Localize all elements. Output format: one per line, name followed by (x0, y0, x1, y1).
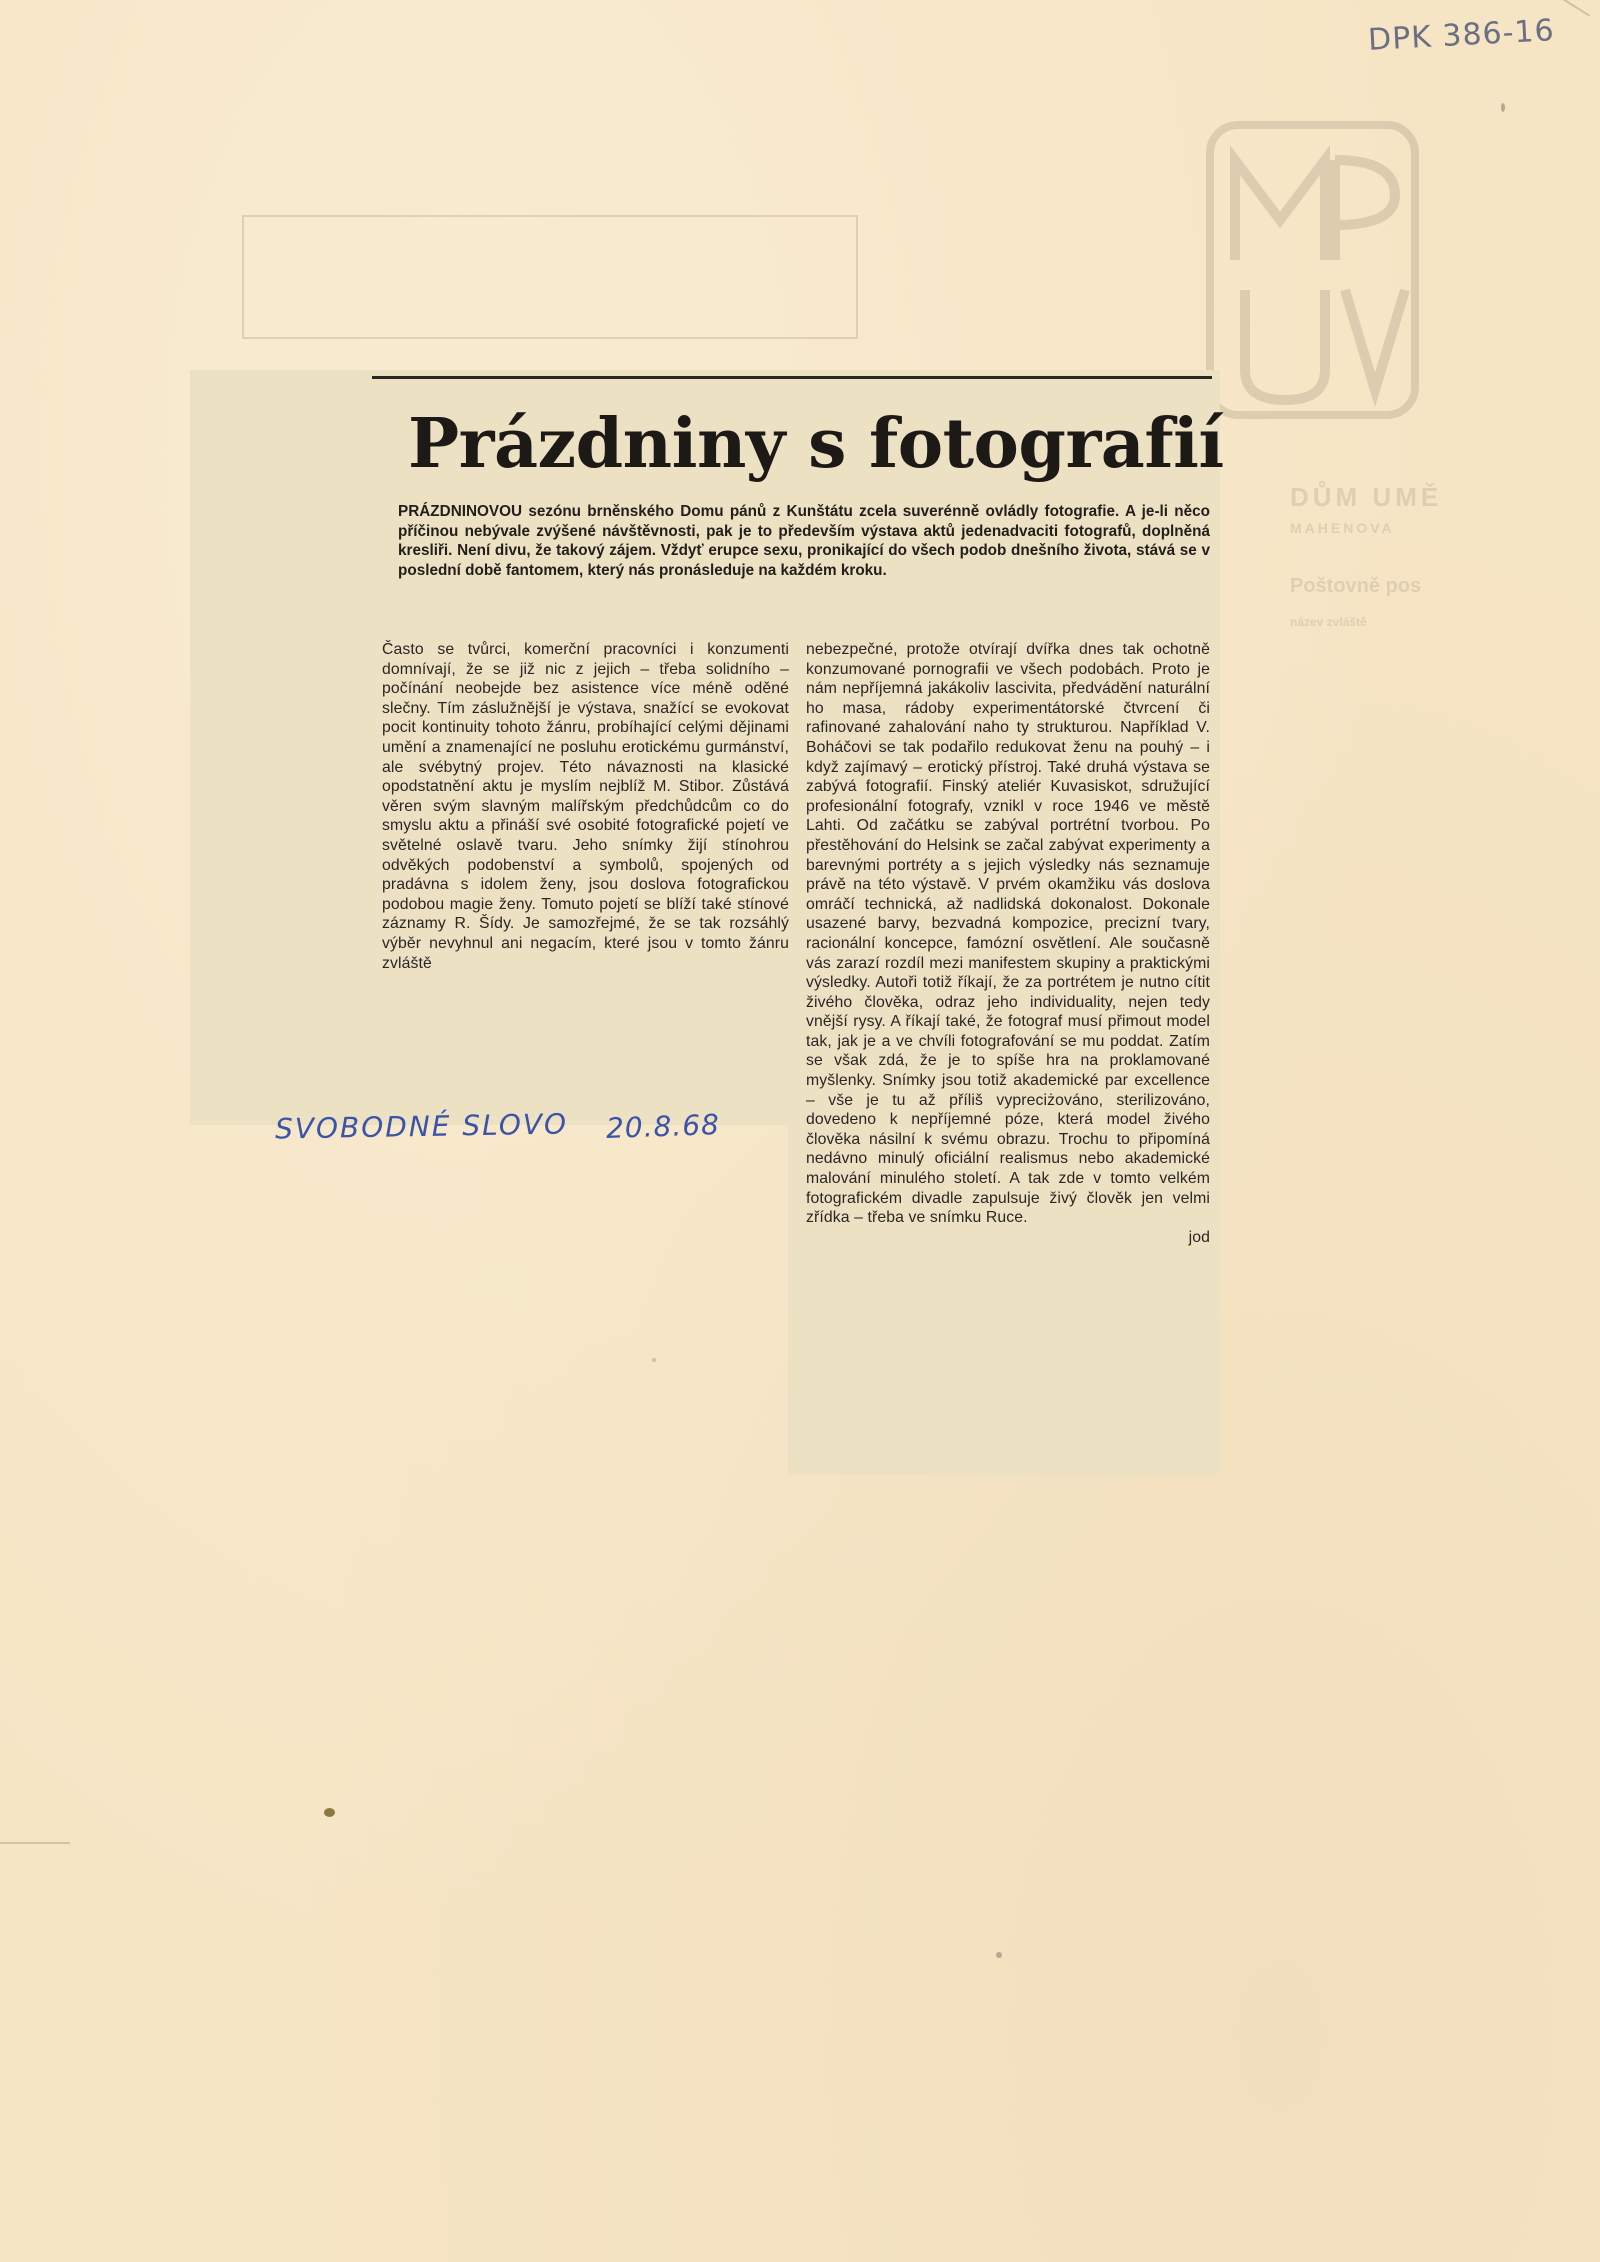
article-headline: Prázdniny s fotografií (408, 404, 1224, 484)
paper-edge-mark (0, 1842, 70, 1844)
faded-stamp-text: Poštovně pos (1290, 575, 1422, 597)
faded-stamp-text: DŮM UMĚ (1290, 482, 1443, 512)
paper-speck (996, 1952, 1002, 1958)
archive-reference-note: DPK 386-16 (1367, 13, 1556, 58)
clipping-top-rule (372, 376, 1212, 379)
faded-stamp-logo (1205, 120, 1420, 420)
handwritten-date: 20.8.68 (605, 1108, 721, 1145)
article-column-right-block (806, 640, 1210, 1247)
article-column-left: Často se tvůrci, komerční pracovníci i konzumenti domnívají, že se již nic z jejich – třeba solidního – počínání neobejde bez asistence více méně oděné slečny. Tím záslužnější je výstava, snažící se evokovat pocit kontinuity tohoto žánru, probíhající celými dějinami umění a znamenající ne posluhu erotickému gurmánství, ale svébytný projev. Této návaznosti na klasické opodstatnění aktu je myslím nejblíž M. Stibor. Zůstává věren svým slavným malířským předchůdcům co do smyslu aktu a přináší své osobité fotografické pojetí ve světelné oslavě tvaru. Jeho snímky žijí stínohrou odvěkých podobenství a symbolů, spojených od pradávna s idolem ženy, jsou doslova fotografickou podobou magie ženy. Tomuto pojetí se blíží také stínové záznamy R. Šídy. Je samozřejmé, že se tak rozsáhlý výběr nevyhnul ani negacím, které jsou v tomto žánru zvláště (382, 641, 789, 972)
paper-speck (652, 1358, 656, 1362)
article-byline: jod (1188, 1228, 1210, 1246)
article-lead: PRÁZDNINOVOU sezónu brněnského Domu pánů z Kunštátu zcela suverénně ovládly fotografie. A je-li něco příčinou nebývale zvýšené návštěvnosti, pak je to především výstava aktů jedenadvaciti fotografů, doplněná kresliři. Není divu, že takový zájem. Vždyť erupce sexu, pronikající do všech podob dnešního života, stává se v poslední době fantomem, který nás pronásleduje na každém kroku. (398, 503, 1210, 579)
faded-stamp-text: MAHENOVA (1290, 520, 1395, 536)
paper-speck (324, 1808, 335, 1817)
paper-speck (1501, 103, 1505, 112)
faint-paper-outline (242, 215, 858, 339)
handwritten-source: SVOBODNÉ SLOVO (274, 1107, 569, 1146)
article-column-right: nebezpečné, protože otvírají dvířka dnes tak ochotně konzumované pornografii ve všech podobách. Proto je nám nepříjemná jakákoliv lascivita, předvádění naturální ho masa, rádoby experimentátorské čtvrcení či rafinované zahalování naho ty strukturou. Například V. Boháčovi se tak podařilo redukovat ženu na pouhý – i když zajímavý – erotický přístroj. Také druhá výstava se zabývá fotografií. Finský ateliér Kuvasiskot, sdružující profesionální fotografy, vznikl v roce 1946 ve městě Lahti. Od začátku se zabýval portrétní tvorbou. Po přestěhování do Helsink se začal zabývat experimenty a barevnými portréty a s jejich výsledky nás seznamuje právě na této výstavě. V prvém okamžiku vás doslova omráčí technická, až nadlidská dokonalost. Dokonale usazené barvy, bezvadná kompozice, precizní tvary, racionální koncepce, famózní osvětlení. Ale současně vás zarazí rozdíl mezi manifestem skupiny a praktickými výsledky. Autoři totiž říkají, že za portrétem je nutno cítit živého člověka, odraz jeho individuality, nejen tedy vnější rysy. A říkají také, že fotograf musí přimout model tak, jak je a ve chvíli fotografování se mu poddat. Zatím se však zdá, že je to spíše hra na proklamované myšlenky. Snímky jsou totiž akademické par excellence – vše je tu až příliš vypreciżováno, sterilizováno, dovedeno k nepříjemné póze, která model živého člověka násilní k svému obrazu. Trochu to připomíná nedávno minulý oficiální realismus nebo akademické malování minulého století. A tak zde v tomto velkém fotografickém divadle zapulsuje živý člověk jen velmi zřídka – třeba ve snímku Ruce. (806, 641, 1210, 1227)
faded-stamp-text: název zvláště (1290, 615, 1367, 629)
